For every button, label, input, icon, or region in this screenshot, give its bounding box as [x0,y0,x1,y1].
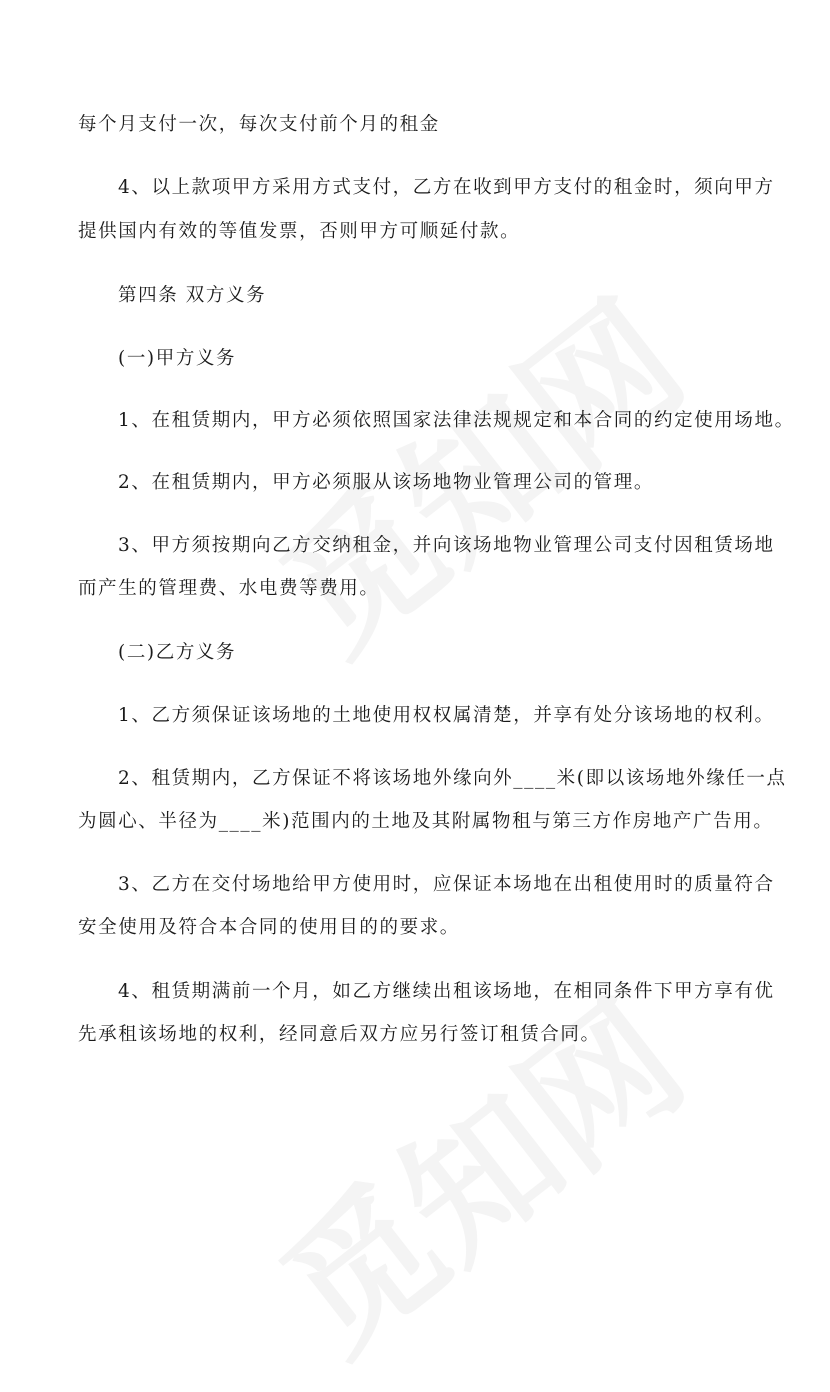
paragraph-line: 2、在租赁期内，甲方必须服从该场地物业管理公司的管理。 [118,472,654,493]
section-heading: 第四条 双方义务 [118,285,267,306]
paragraph-line: 安全使用及符合本合同的使用目的的要求。 [78,917,460,938]
subsection-heading: (一)甲方义务 [118,348,237,369]
paragraph-line: 3、乙方在交付场地给甲方使用时，应保证本场地在出租使用时的质量符合 [118,874,775,895]
paragraph-line: 为圆心、半径为____米)范围内的土地及其附属物租与第三方作房地产广告用。 [78,811,774,832]
paragraph-line: 1、乙方须保证该场地的土地使用权权属清楚，并享有处分该场地的权利。 [118,705,775,726]
subsection-heading: (二)乙方义务 [118,642,237,663]
paragraph-line: 3、甲方须按期向乙方交纳租金，并向该场地物业管理公司支付因租赁场地 [118,535,775,556]
paragraph-line: 4、以上款项甲方采用方式支付，乙方在收到甲方支付的租金时，须向甲方 [118,177,775,198]
paragraph-line: 提供国内有效的等值发票，否则甲方可顺延付款。 [78,221,521,242]
watermark [231,244,719,691]
paragraph-line: 1、在租赁期内，甲方必须依照国家法律法规规定和本合同的约定使用场地。 [118,410,795,431]
paragraph-line: 先承租该场地的权利，经同意后双方应另行签订租赁合同。 [78,1024,601,1045]
watermark [231,944,719,1391]
paragraph-line: 而产生的管理费、水电费等费用。 [78,578,380,599]
paragraph-line: 每个月支付一次，每次支付前个月的租金 [78,114,440,135]
paragraph-line: 2、租赁期内，乙方保证不将该场地外缘向外____米(即以该场地外缘任一点 [118,768,787,789]
paragraph-line: 4、租赁期满前一个月，如乙方继续出租该场地，在相同条件下甲方享有优 [118,981,775,1002]
